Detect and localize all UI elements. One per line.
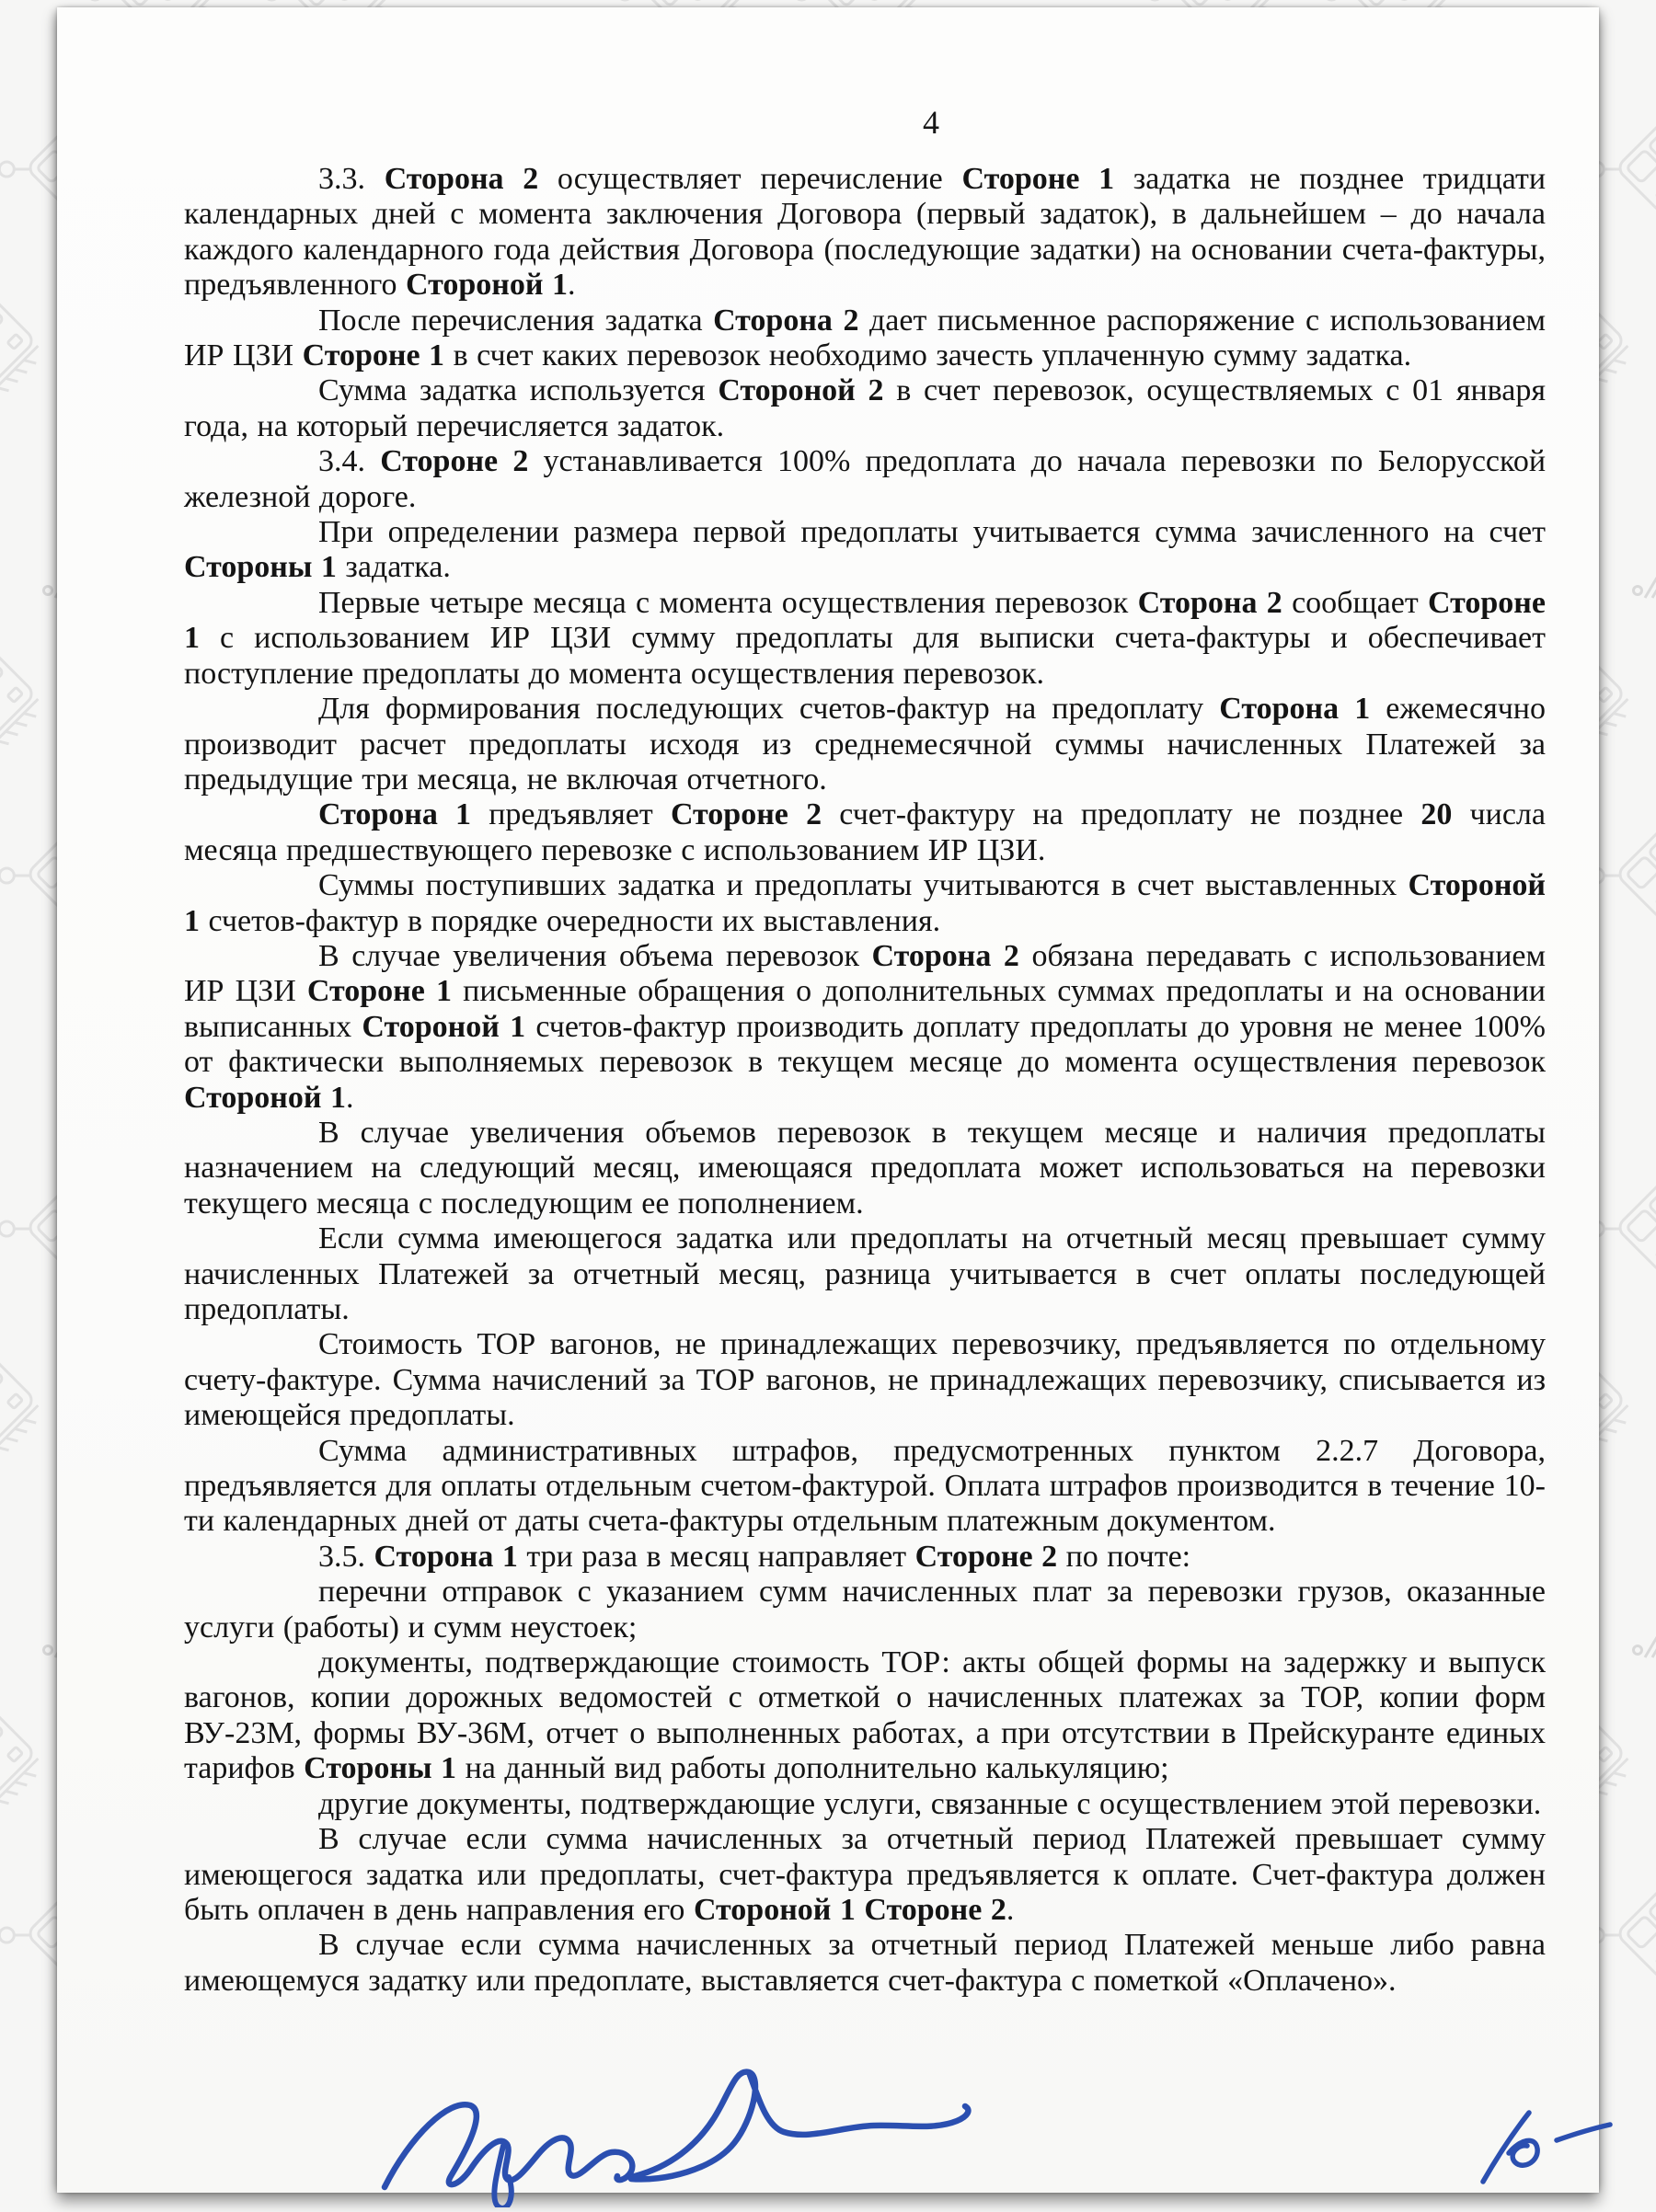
paragraph-14: Сумма административных штрафов, предусмотренных пунктом 2.2.7 Договора, предъявляется для оплаты отдельным счетом-фактурой. Оплата штрафов производится в течение 10-ти календарных дней от даты счета-фактуры отдельным платежным документом. xyxy=(184,1433,1546,1539)
paragraph-5: При определении размера первой предоплаты учитывается сумма зачисленного на счет Стороны 1 задатка. xyxy=(184,515,1546,585)
paragraph-6: Первые четыре месяца с момента осуществления перевозок Сторона 2 сообщает Стороне 1 с использованием ИР ЦЗИ сумму предоплаты для выписки счета-фактуры и обеспечивает поступление предоплаты до момента осуществления перевозок. xyxy=(184,585,1546,691)
paragraph-1: 3.3. Сторона 2 осуществляет перечисление Стороне 1 задатка не позднее тридцати календарных дней с момента заключения Договора (первый задаток), в дальнейшем – до начала каждого календарного года действия Договора (последующие задатки) на основании счета-фактуры, предъявленного Стороной 1. xyxy=(184,162,1547,303)
paragraph-10: В случае увеличения объема перевозок Сторона 2 обязана передавать с использованием ИР ЦЗИ Стороне 1 письменные обращения о дополнительных суммах предоплаты и на основании выписанных Стороной 1 счетов-фактур производить доплату предоплаты до уровня не менее 100% от фактически выполняемых перевозок в текущем месяце до момента осуществления перевозок Стороной 1. xyxy=(184,938,1547,1115)
paragraph-13: Стоимость ТОР вагонов, не принадлежащих перевозчику, предъявляется по отдельному счету-фактуре. Сумма начислений за ТОР вагонов, не принадлежащих перевозчику, списывается из имеющейся предоплаты. xyxy=(184,1327,1546,1433)
paragraph-12: Если сумма имеющегося задатка или предоплаты на отчетный месяц превышает сумму начисленных Платежей за отчетный месяц, разница учитывается в счет оплаты последующей предоплаты. xyxy=(184,1221,1546,1326)
paragraph-15: 3.5. Сторона 1 три раза в месяц направляет Стороне 2 по почте: xyxy=(318,1539,1191,1574)
page-number: 4 xyxy=(923,104,939,141)
paragraph-20: В случае если сумма начисленных за отчетный период Платежей меньше либо равна имеющемуся задатку или предоплате, выставляется счет-фактура с пометкой «Оплачено». xyxy=(184,1928,1546,1998)
document-page xyxy=(57,7,1599,2193)
document-body xyxy=(184,162,1546,1999)
paragraph-16: перечни отправок с указанием сумм начисленных плат за перевозки грузов, оказанные услуги (работы) и сумм неустоек; xyxy=(184,1575,1546,1645)
paragraph-8: Сторона 1 предъявляет Стороне 2 счет-фактуру на предоплату не позднее 20 числа месяца предшествующего перевозке с использованием ИР ЦЗИ. xyxy=(184,797,1546,867)
paragraph-9: Суммы поступивших задатка и предоплаты учитываются в счет выставленных Стороной 1 счетов-фактур в порядке очередности их выставления. xyxy=(184,868,1546,938)
paragraph-7: Для формирования последующих счетов-фактур на предоплату Сторона 1 ежемесячно производит расчет предоплаты исходя из среднемесячной суммы начисленных Платежей за предыдущие три месяца, не включая отчетного. xyxy=(184,692,1547,797)
paragraph-3: Сумма задатка используется Стороной 2 в счет перевозок, осуществляемых с 01 января года, на который перечисляется задаток. xyxy=(184,373,1546,443)
paragraph-2: После перечисления задатка Сторона 2 дает письменное распоряжение с использованием ИР ЦЗИ Стороне 1 в счет каких перевозок необходимо зачесть уплаченную сумму задатка. xyxy=(184,303,1546,373)
paragraph-4: 3.4. Стороне 2 устанавливается 100% предоплата до начала перевозки по Белорусской железной дороге. xyxy=(184,444,1547,514)
paragraph-17: документы, подтверждающие стоимость ТОР: акты общей формы на задержку и выпуск вагонов, копии дорожных ведомостей с отметкой о начисленных платежах за ТОР, копии форм ВУ-23М, формы ВУ-36М, отчет о выполненных работах, а при отсутствии в Прейскуранте единых тарифов Стороны 1 на данный вид работы дополнительно калькуляцию; xyxy=(184,1645,1546,1786)
paragraph-18: другие документы, подтверждающие услуги, связанные с осуществлением этой перевозки. xyxy=(318,1786,1542,1821)
paragraph-19: В случае если сумма начисленных за отчетный период Платежей превышает сумму имеющегося задатка или предоплаты, счет-фактура предъявляется к оплате. Счет-фактура должен быть оплачен в день направления его Стороной 1 Стороне 2. xyxy=(184,1822,1546,1927)
paragraph-11: В случае увеличения объемов перевозок в текущем месяце и наличия предоплаты назначением на следующий месяц, имеющаяся предоплата может использоваться на перевозки текущего месяца с последующим ее пополнением. xyxy=(184,1115,1546,1221)
